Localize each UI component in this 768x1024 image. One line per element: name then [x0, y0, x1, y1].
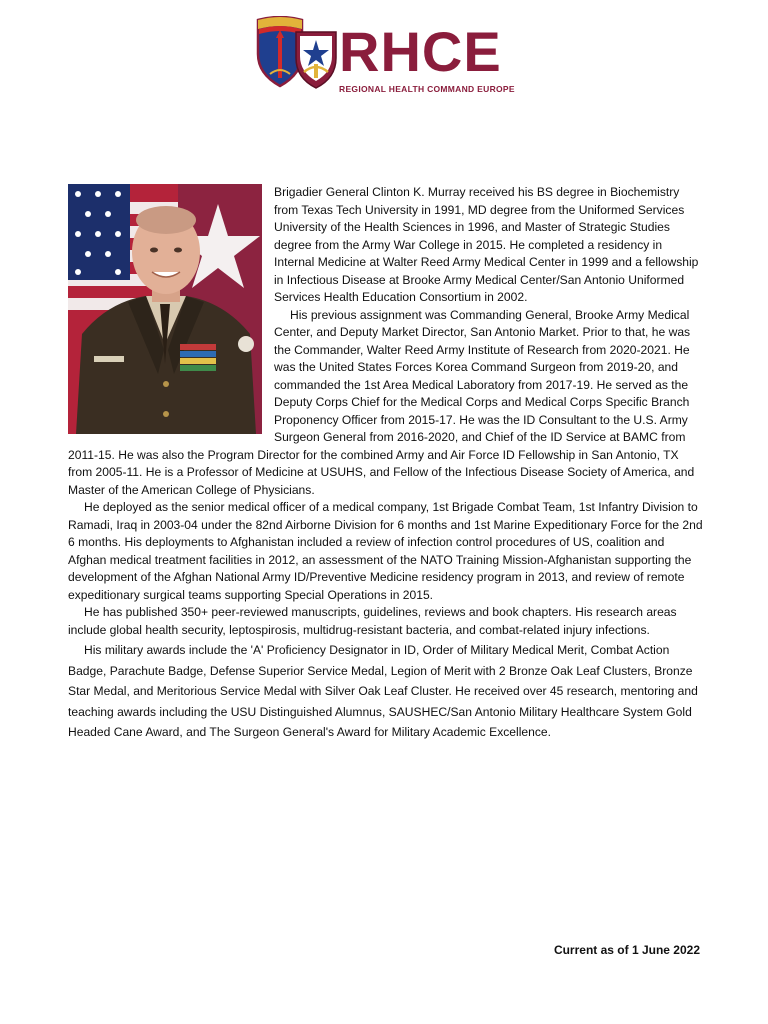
bio-paragraph-assignments: His previous assignment was Commanding General, Brooke Army Medical Center, and Deputy Market Director, San Antonio Market. Prior to that, he was the Commander, Walter Reed Army Institute of Research from 2020-2021. He was the United States Forces Korea Command Surgeon from 2019-20, and commanded the 1st Area Medical Laboratory from 2017-19. He served as the Deputy Corps Chief for the Medical Corps and Medical Corps Specific Branch Proponency Officer from 2015-17. He was the ID Consultant to the U.S. Army Surgeon General from 2016-2020, and Chief of the ID Service at BAMC from 2011-15. He was also the Program Director for the combined Army and Air Force ID Fellowship in San Antonio, TX from 2005-11. He is a Professor of Medicine at USUHS, and Fellow of the Infectious Disease Society of America, and Master of the American College of Physicians.: [68, 307, 695, 497]
logo-subtitle: REGIONAL HEALTH COMMAND EUROPE: [339, 84, 515, 94]
bio-paragraph-awards: His military awards include the 'A' Proficiency Designator in ID, Order of Military Medical Merit, Combat Action Badge, Parachute Badge, Defense Superior Service Medal, Legion of Merit with 2 Bronze Oak Leaf Clusters, Bronze Star Medal, and Meritorious Service Medal with Silver Oak Leaf Cluster. He received over 45 research, mentoring and teaching awards including the USU Distinguished Alumnus, SAUSHEC/San Antonio Military Healthcare System Gold Headed Cane Award, and The Surgeon General's Award for Military Academic Excellence.: [68, 643, 698, 739]
caduceus-emblem-icon: [292, 28, 340, 90]
biography-text: [68, 184, 704, 743]
bio-paragraph-research: He has published 350+ peer-reviewed manuscripts, guidelines, reviews and book chapters. His research areas include global health security, leptospirosis, multidrug-resistant bacteria, and combat-related injury infections.: [68, 605, 677, 637]
photo-wrap-spacer: [68, 184, 274, 440]
bio-paragraph-deployments: He deployed as the senior medical officer of a medical company, 1st Brigade Combat Team, 1st Infantry Division to Ramadi, Iraq in 2003-04 under the 82nd Airborne Division for 6 months and 1st Marine Expeditionary Force for the 2nd 6 months. His deployments to Afghanistan included a review of infection control procedures of US, coalition and Afghan medical treatment facilities in 2012, an assessment of the NATO Training Mission-Afghanistan supporting the development of the Afghan National Army ID/Preventive Medicine residency program in 2013, and review of remote expeditionary surgical teams supporting Special Operations in 2015.: [68, 500, 703, 602]
rhce-logo: [255, 14, 515, 96]
logo-wordmark: RHCE: [339, 20, 502, 83]
currency-note: Current as of 1 June 2022: [553, 943, 700, 957]
bio-paragraph-education: Brigadier General Clinton K. Murray received his BS degree in Biochemistry from Texas Tech University in 1991, MD degree from the Uniformed Services University of the Health Sciences in 1996, and Master of Strategic Studies degree from the Army War College in 2015. He completed a residency in Internal Medicine at Walter Reed Army Medical Center in 1999 and a fellowship in Infectious Disease at Brooke Army Medical Center/San Antonio Uniformed Services Health Education Consortium in 2002.: [274, 185, 699, 304]
